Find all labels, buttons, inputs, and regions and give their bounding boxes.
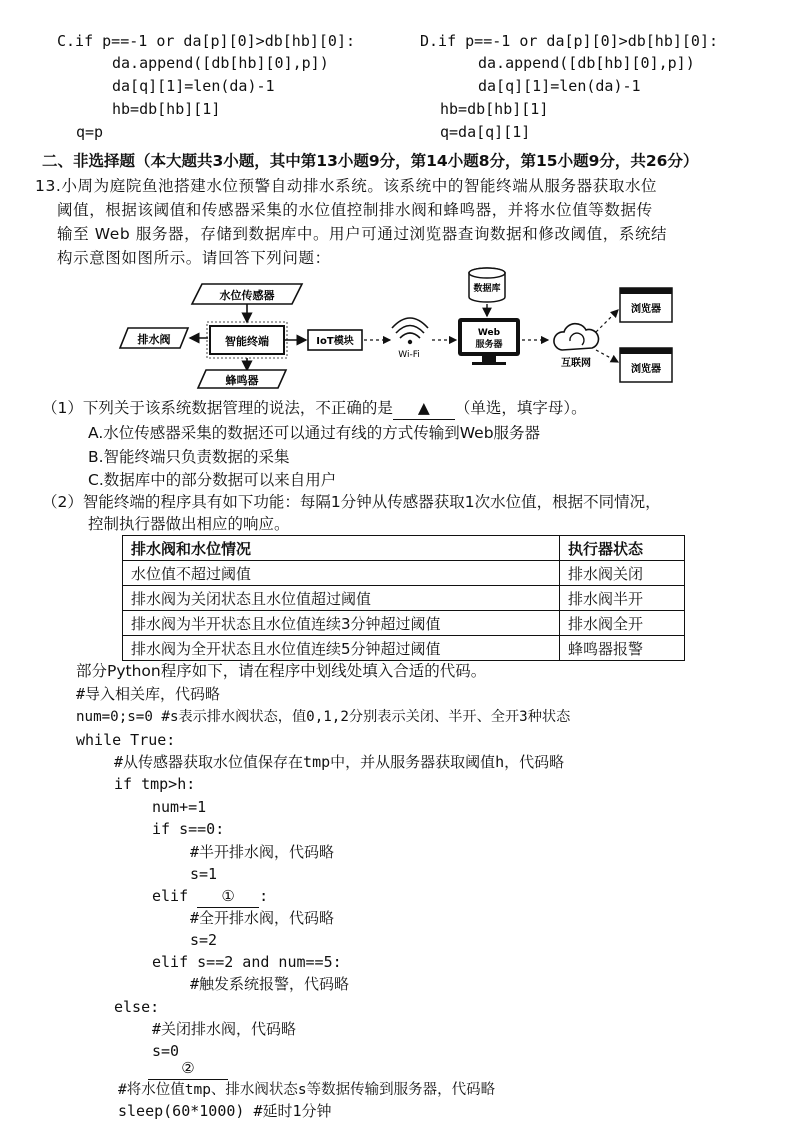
table-cell: 排水阀全开 [560, 611, 685, 636]
water-sensor-node [192, 284, 302, 304]
code-line-17: s=0 [152, 1042, 180, 1060]
table-cell: 排水阀为全开状态且水位值连续5分钟超过阈值 [123, 636, 560, 661]
wifi-label: Wi-Fi [398, 350, 420, 360]
table-cell: 排水阀半开 [560, 586, 685, 611]
table-header-cell: 排水阀和水位情况 [123, 536, 560, 561]
code-line-20: sleep(60*1000) #延时1分钟 [118, 1102, 332, 1120]
iot-label: IoT模块 [316, 336, 354, 347]
browser-window-icon-1 [620, 288, 672, 322]
database-icon [469, 268, 505, 302]
executor-state-table [122, 535, 685, 661]
drain-valve-node [120, 328, 188, 348]
browser1-label: 浏览器 [631, 304, 661, 315]
option-d-line3: da[q][1]=len(da)-1 [478, 77, 641, 95]
code-line-14: #触发系统报警，代码略 [190, 975, 350, 993]
code-line-6: num+=1 [152, 798, 207, 816]
q13-stem-line3: 输至 Web 服务器，存储到数据库中。用户可通过浏览器查询数据和修改阈值，系统结 [57, 225, 668, 243]
code-line-8: #半开排水阀，代码略 [190, 843, 335, 861]
table-row [123, 636, 685, 661]
option-d-line4: hb=db[hb][1] [440, 100, 549, 118]
code-line-4: #从传感器获取水位值保存在tmp中，并从服务器获取阈值h，代码略 [114, 753, 565, 771]
table-cell: 排水阀为关闭状态且水位值超过阈值 [123, 586, 560, 611]
internet-label: 互联网 [561, 358, 591, 369]
system-diagram [110, 266, 690, 396]
code-line-12: s=2 [190, 931, 218, 949]
database-label: 数据库 [473, 284, 501, 294]
sensor-label: 水位传感器 [219, 289, 275, 302]
table-cell: 蜂鸣器报警 [560, 636, 685, 661]
q13-stem-line4: 构示意图如图所示。请回答下列问题： [57, 249, 331, 267]
table-header-cell: 执行器状态 [560, 536, 685, 561]
table-cell: 排水阀为半开状态且水位值连续3分钟超过阈值 [123, 611, 560, 636]
q13-stem-line2: 阈值，根据该阈值和传感器采集的水位值控制排水阀和蜂鸣器，并将水位值等数据传 [57, 201, 653, 219]
code-line-18 [148, 1057, 228, 1080]
buzzer-label: 蜂鸣器 [225, 374, 259, 387]
option-c-line2: da.append([db[hb][0],p]) [112, 54, 329, 72]
web-server-monitor [458, 318, 520, 365]
table-cell: 水位值不超过阈值 [123, 561, 560, 586]
code-colon: : [259, 887, 269, 905]
code-line-7: if s==0: [152, 820, 225, 838]
table-header-row [123, 536, 685, 561]
q13-sub2-stem-line2: 控制执行器做出相应的响应。 [88, 515, 290, 533]
internet-cloud-icon [554, 324, 599, 369]
table-row [123, 561, 685, 586]
code-line-19: #将水位值tmp、排水阀状态s等数据传输到服务器，代码略 [118, 1082, 496, 1098]
q13-stem-line1: 13.小周为庭院鱼池搭建水位预警自动排水系统。该系统中的智能终端从服务器获取水位 [35, 177, 658, 195]
code-blank-2: ② [148, 1057, 228, 1080]
valve-label: 排水阀 [137, 333, 171, 346]
sub1-answer-blank: ▲ [393, 397, 455, 420]
code-line-3: while True: [76, 731, 176, 749]
code-line-13: elif s==2 and num==5: [152, 953, 342, 971]
browser-window-icon-2 [620, 348, 672, 382]
smart-terminal-chip [207, 322, 287, 358]
code-line-15: else: [114, 998, 160, 1016]
section-title: 二、非选择题（本大题共3小题，其中第13小题9分，第14小题8分，第15小题9分，共26分） [42, 152, 699, 170]
web-label: Web [477, 328, 501, 338]
browser2-label: 浏览器 [631, 364, 661, 375]
code-line-10 [152, 885, 268, 908]
sub1-option-b: B.智能终端只负责数据的采集 [88, 448, 290, 466]
code-line-5: if tmp>h: [114, 775, 196, 793]
program-intro: 部分Python程序如下，请在程序中划线处填入合适的代码。 [76, 662, 487, 680]
table-row [123, 611, 685, 636]
terminal-label: 智能终端 [225, 335, 269, 348]
table-row [123, 586, 685, 611]
buzzer-node [198, 370, 286, 388]
table-cell: 排水阀关闭 [560, 561, 685, 586]
server-label: 服务器 [475, 340, 503, 350]
code-elif-keyword: elif [152, 887, 189, 905]
option-c-line4: hb=db[hb][1] [112, 100, 221, 118]
code-line-1: #导入相关库，代码略 [76, 685, 221, 703]
q13-sub1-stem [42, 397, 587, 420]
wifi-icon [392, 318, 428, 360]
q13-sub2-stem-line1: （2）智能终端的程序具有如下功能：每隔1分钟从传感器获取1次水位值，根据不同情况， [42, 493, 661, 511]
sub1-stem-after: （单选，填字母）。 [454, 399, 587, 417]
sub1-option-a: A.水位传感器采集的数据还可以通过有线的方式传输到Web服务器 [88, 424, 541, 442]
option-d-line5: q=da[q][1] [440, 123, 531, 141]
option-d-line2: da.append([db[hb][0],p]) [478, 54, 695, 72]
iot-module-node [308, 330, 362, 350]
option-d-line1: D.if p==-1 or da[p][0]>db[hb][0]: [420, 32, 719, 50]
code-line-11: #全开排水阀，代码略 [190, 909, 335, 927]
sub1-option-c: C.数据库中的部分数据可以来自用户 [88, 471, 337, 489]
code-line-16: #关闭排水阀，代码略 [152, 1020, 297, 1038]
code-blank-1: ① [197, 885, 259, 908]
option-c-line5: q=p [76, 123, 104, 141]
code-line-2: num=0;s=0 #s表示排水阀状态，值0,1,2分别表示关闭、半开、全开3种状态 [76, 709, 571, 725]
option-c-line3: da[q][1]=len(da)-1 [112, 77, 275, 95]
sub1-stem-before: （1）下列关于该系统数据管理的说法，不正确的是 [42, 399, 393, 417]
code-line-9: s=1 [190, 865, 218, 883]
option-c-line1: C.if p==-1 or da[p][0]>db[hb][0]: [57, 32, 356, 50]
